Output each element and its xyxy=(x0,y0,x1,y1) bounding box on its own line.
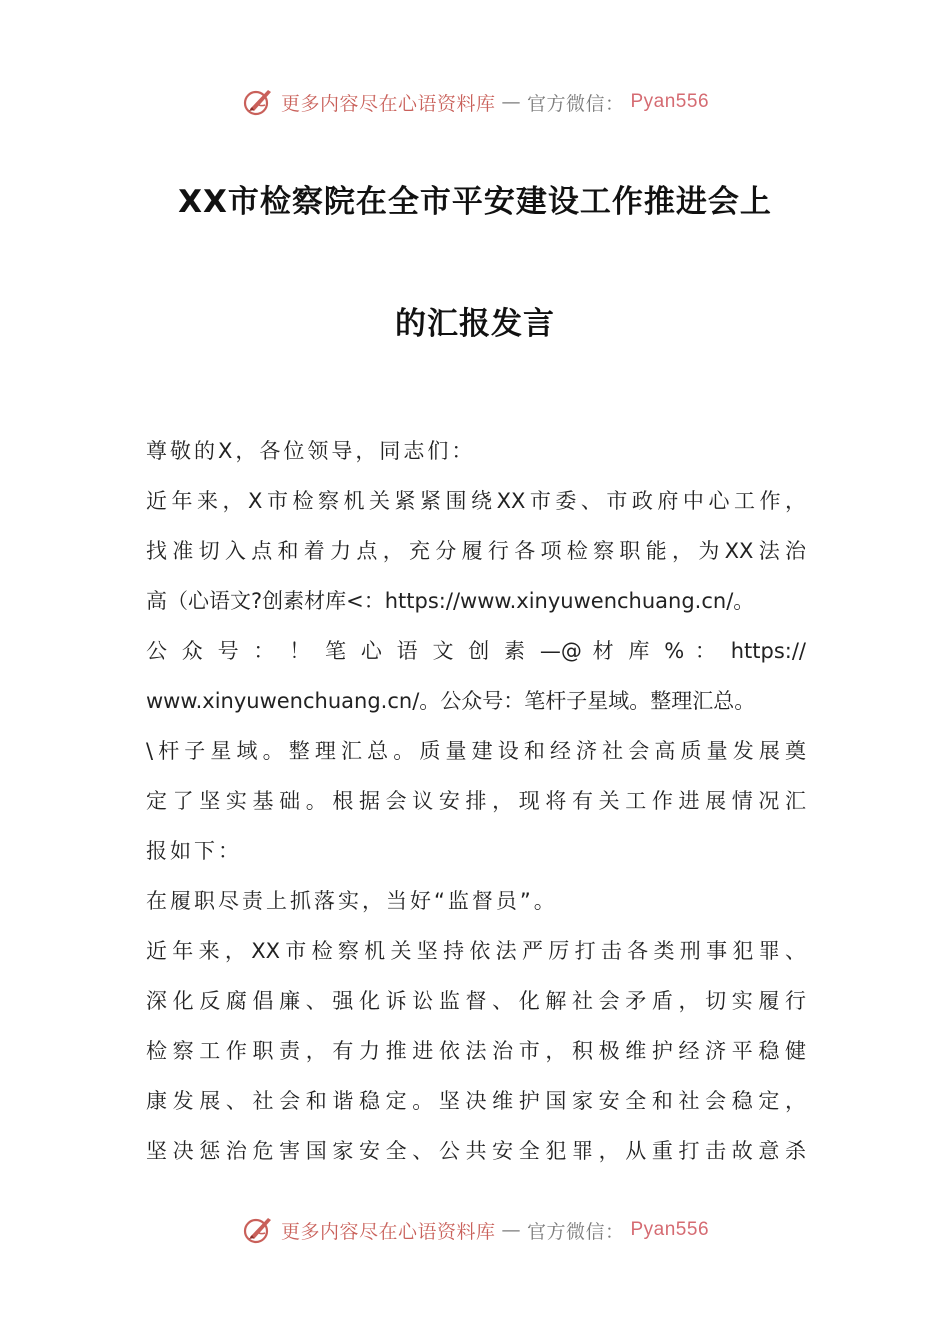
document-title-line-1: XX市检察院在全市平安建设工作推进会上 xyxy=(178,184,772,220)
banner-dash: — xyxy=(501,91,521,113)
section-heading: 在履职尽责上抓落实，当好“监督员”。 xyxy=(146,889,558,913)
header-watermark-banner xyxy=(0,82,950,122)
footer-watermark-banner xyxy=(0,1210,950,1250)
banner-wechat-id: Pyan556 xyxy=(630,1219,710,1240)
body-line: 康发展、社会和谐稳定。坚决维护国家安全和社会稳定， xyxy=(146,1089,806,1113)
banner-wechat-label: 官方微信： xyxy=(526,1220,625,1243)
document-body xyxy=(146,426,806,1176)
body-line: 深化反腐倡廉、强化诉讼监督、化解社会矛盾，切实履行 xyxy=(146,989,806,1013)
body-line: 定了坚实基础。根据会议安排，现将有关工作进展情况汇 xyxy=(146,789,806,813)
body-line: 检察工作职责，有力推进依法治市，积极维护经济平稳健 xyxy=(146,1039,806,1063)
banner-site-text: 更多内容尽在心语资料库 xyxy=(280,1220,496,1243)
banner-wechat-id: Pyan556 xyxy=(630,91,710,112)
body-line: \杆子星域。整理汇总。质量建设和经济社会高质量发展奠 xyxy=(146,739,806,763)
body-line: 近年来，XX市检察机关坚持依法严厉打击各类刑事犯罪、 xyxy=(146,939,806,963)
document-title-line-2: 的汇报发言 xyxy=(395,306,555,342)
body-line: 坚决惩治危害国家安全、公共安全犯罪，从重打击故意杀 xyxy=(146,1139,806,1163)
body-line: 公 众 号 ： ！ 笔 心 语 文 创 素 —@ 材 库 % ： https:// xyxy=(146,639,806,663)
body-line: 近年来，X市检察机关紧紧围绕XX市委、市政府中心工作， xyxy=(146,489,806,513)
banner-dash: — xyxy=(501,1219,521,1241)
quill-logo-icon xyxy=(241,1213,275,1247)
body-line: www.xinyuwenchuang.cn/。公众号：笔杆子星域。整理汇总。 xyxy=(146,689,756,713)
banner-wechat-label: 官方微信： xyxy=(526,92,625,115)
body-line: 找准切入点和着力点，充分履行各项检察职能，为XX法治 xyxy=(146,539,806,563)
quill-logo-icon xyxy=(241,85,275,119)
body-line: 高（心语文?创素材库<：https://www.xinyuwenchuang.cn/。 xyxy=(146,589,755,613)
body-line: 报如下： xyxy=(146,839,242,863)
body-line: 尊敬的X，各位领导，同志们： xyxy=(146,439,476,463)
banner-site-text: 更多内容尽在心语资料库 xyxy=(280,92,496,115)
